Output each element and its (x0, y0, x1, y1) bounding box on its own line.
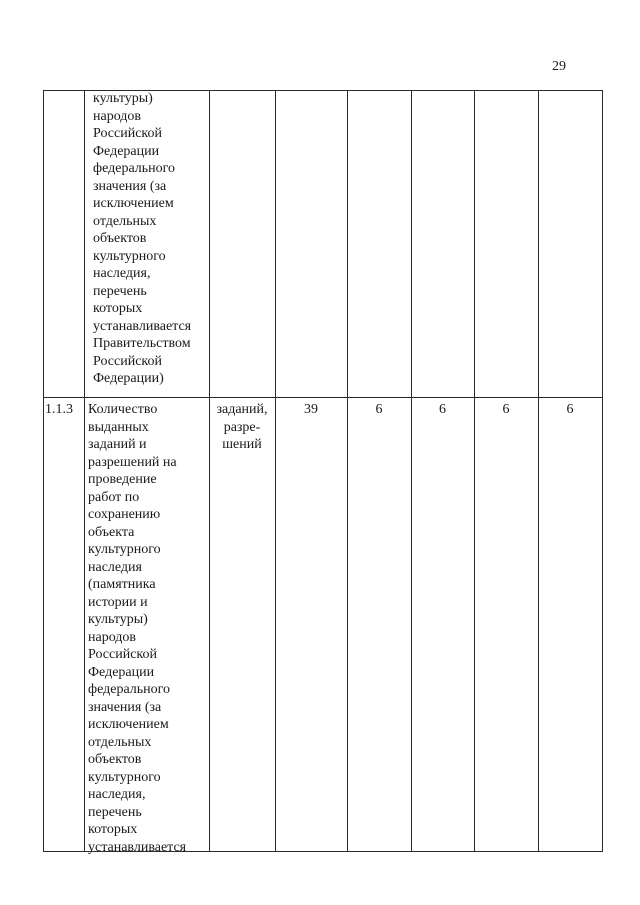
row-indicator-name: Количество выданных заданий и разрешений на проведение работ по сохранению объекта культурного наследия (памятника истории и культуры) народов Российской Федерации федерального значения (за исключением отдельных объектов культурного наследия, перечень которых устанавливается (88, 402, 187, 855)
row-divider (43, 397, 603, 398)
column-divider (538, 90, 539, 852)
row-value: 6 (439, 402, 446, 417)
row-value: 6 (502, 402, 510, 417)
column-divider (474, 90, 475, 852)
row-value: 6 (375, 402, 383, 417)
column-divider (84, 90, 85, 852)
row-number: 1.1.3 (45, 402, 73, 417)
column-divider (411, 90, 412, 852)
row-value: 6 (566, 402, 574, 417)
row-value: 39 (304, 402, 318, 417)
table-border-left (43, 90, 44, 852)
continued-row-name: культуры) народов Российской Федерации федерального значения (за исключением отдельных объектов культурного наследия, перечень которых устанавливается Правительством Российской Федерации) (93, 91, 192, 386)
row-unit: заданий, разре- шений (216, 402, 268, 452)
column-divider (347, 90, 348, 852)
page-number: 29 (552, 59, 566, 74)
table-border-right (602, 90, 603, 852)
indicator-table (43, 90, 603, 855)
column-divider (209, 90, 210, 852)
column-divider (275, 90, 276, 852)
